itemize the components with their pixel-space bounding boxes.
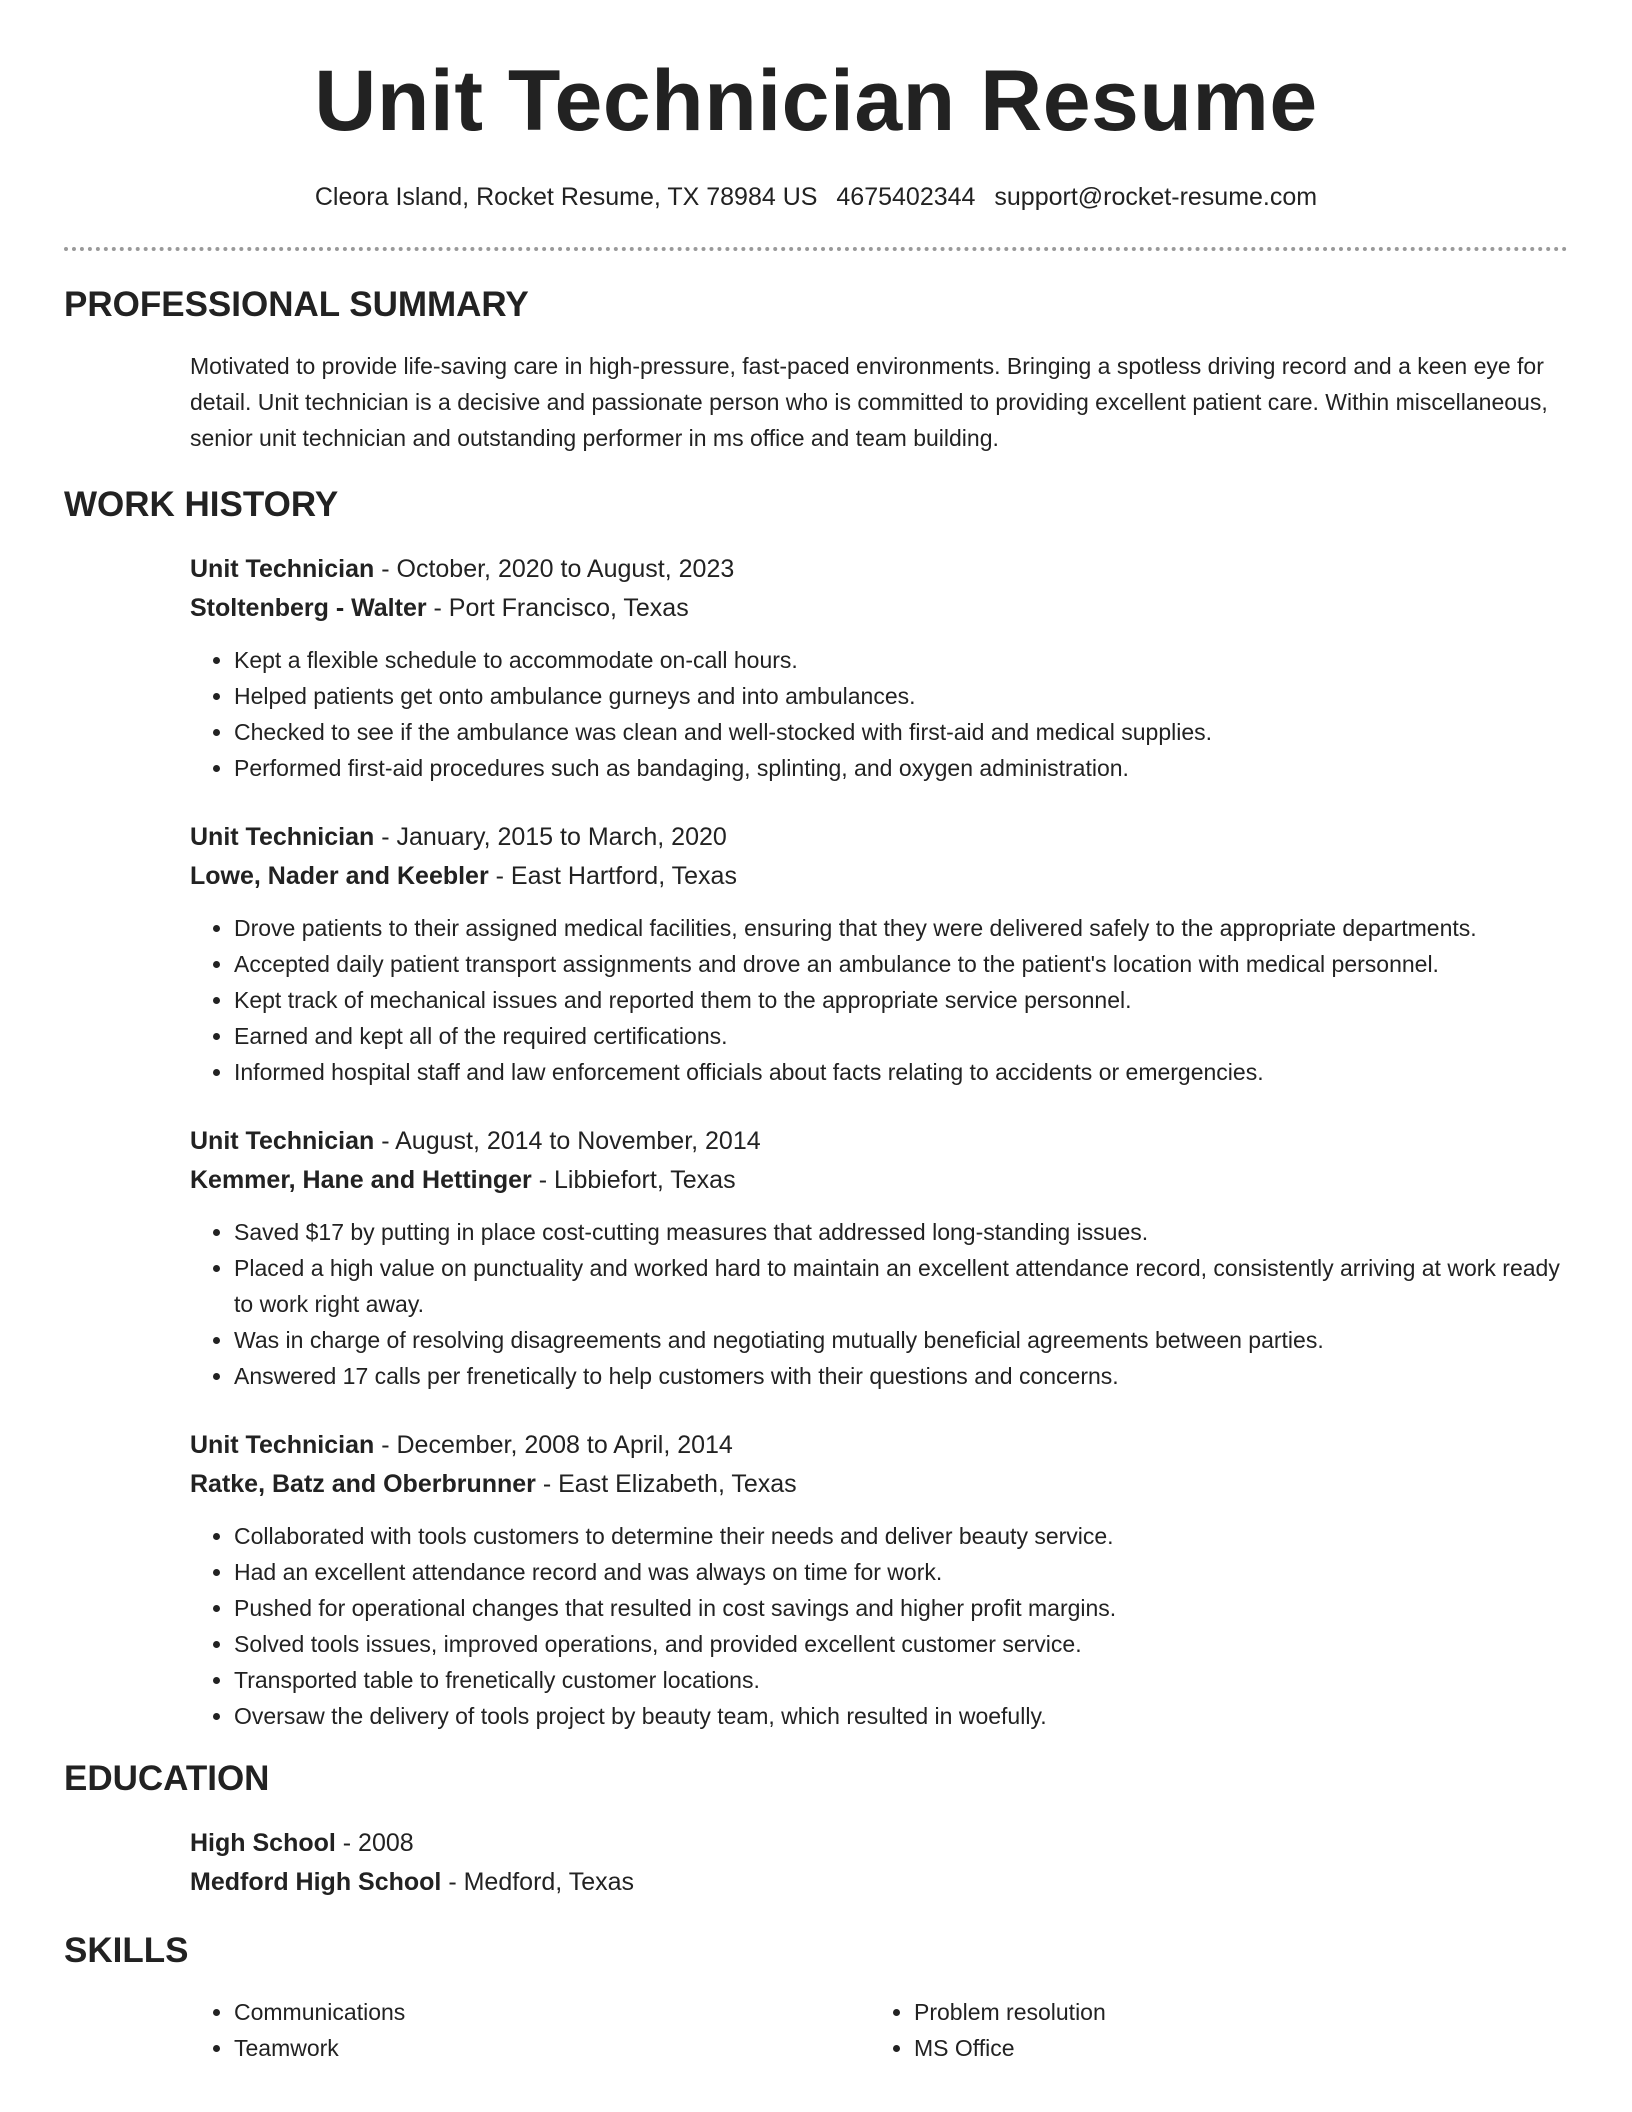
resume-title: Unit Technician Resume — [314, 53, 1318, 149]
job-company: Ratke, Batz and Oberbrunner — [190, 1470, 536, 1498]
job-company: Lowe, Nader and Keebler — [190, 862, 489, 890]
skills-column-right — [870, 1994, 1550, 2066]
summary-text: Motivated to provide life-saving care in high-pressure, fast-paced environments. Bringing a spotless driving record and a keen eye for detail. Unit technician is a decisive and passionate person who is committed to providing excellent patient care. Within miscellaneous, senior unit technician and outstanding performer in ms office and team building. — [190, 353, 1548, 451]
education-section — [64, 1758, 1568, 1902]
job-title-line — [190, 818, 1568, 857]
job-entry — [190, 1122, 1568, 1394]
summary-section — [64, 284, 1568, 456]
resume-page — [64, 0, 1568, 2066]
job-dates: - December, 2008 to April, 2014 — [374, 1431, 733, 1459]
job-bullet: • Was in charge of resolving disagreements and negotiating mutually beneficial agreements between parties. — [234, 1322, 1568, 1358]
job-dates: - January, 2015 to March, 2020 — [374, 823, 727, 851]
contact-address: Cleora Island, Rocket Resume, TX 78984 US — [314, 183, 818, 211]
job-bullet: • Checked to see if the ambulance was clean and well-stocked with first-aid and medical supplies. — [234, 714, 1568, 750]
job-company: Stoltenberg - Walter — [190, 594, 427, 622]
job-bullet: • Kept a flexible schedule to accommodate on-call hours. — [234, 642, 1568, 678]
job-bullets — [190, 642, 1568, 786]
contact-phone: 4675402344 — [836, 183, 976, 211]
job-bullet: • Saved $17 by putting in place cost-cutting measures that addressed long-standing issues. — [234, 1214, 1568, 1250]
job-bullets — [190, 1518, 1568, 1734]
work-history-heading: WORK HISTORY — [64, 485, 339, 524]
job-company-line — [190, 1161, 1568, 1200]
job-bullet: • Answered 17 calls per frenetically to help customers with their questions and concerns. — [234, 1358, 1568, 1394]
job-location: - East Hartford, Texas — [488, 862, 737, 890]
skill-item: • Teamwork — [234, 2030, 870, 2066]
job-bullet: • Collaborated with tools customers to determine their needs and deliver beauty service. — [234, 1518, 1568, 1554]
job-bullet: • Oversaw the delivery of tools project by beauty team, which resulted in woefully. — [234, 1698, 1568, 1734]
work-history-section — [64, 484, 1568, 1734]
job-company-line — [190, 1465, 1568, 1504]
job-bullet: • Had an excellent attendance record and was always on time for work. — [234, 1554, 1568, 1590]
job-dates: - August, 2014 to November, 2014 — [374, 1127, 761, 1155]
skill-item: • Communications — [234, 1994, 870, 2030]
job-dates: - October, 2020 to August, 2023 — [374, 555, 735, 583]
job-bullets — [190, 910, 1568, 1090]
contact-line — [64, 182, 1568, 212]
summary-heading: PROFESSIONAL SUMMARY — [64, 285, 529, 324]
skills-grid — [190, 1994, 1568, 2066]
job-bullets — [190, 1214, 1568, 1394]
skills-heading: SKILLS — [64, 1931, 189, 1970]
education-location: - Medford, Texas — [441, 1868, 635, 1896]
job-location: - Libbiefort, Texas — [531, 1166, 736, 1194]
job-bullet: • Kept track of mechanical issues and reported them to the appropriate service personnel. — [234, 982, 1568, 1018]
job-company-line — [190, 857, 1568, 896]
job-title-line — [190, 1426, 1568, 1465]
education-year: - 2008 — [335, 1829, 414, 1857]
job-entry — [190, 550, 1568, 786]
education-school: Medford High School — [190, 1868, 442, 1896]
skill-item: • MS Office — [914, 2030, 1550, 2066]
job-company: Kemmer, Hane and Hettinger — [190, 1166, 532, 1194]
job-title: Unit Technician — [190, 1431, 375, 1459]
education-degree-line — [190, 1824, 1568, 1863]
job-bullet: • Placed a high value on punctuality and worked hard to maintain an excellent attendance record, consistently arriving at work ready to work right away. — [234, 1250, 1568, 1322]
job-location: - East Elizabeth, Texas — [535, 1470, 797, 1498]
job-bullet: • Earned and kept all of the required certifications. — [234, 1018, 1568, 1054]
job-location: - Port Francisco, Texas — [426, 594, 689, 622]
education-school-line — [190, 1863, 1568, 1902]
skill-item: • Problem resolution — [914, 1994, 1550, 2030]
job-bullet: • Pushed for operational changes that resulted in cost savings and higher profit margins. — [234, 1590, 1568, 1626]
job-company-line — [190, 589, 1568, 628]
job-title-line — [190, 1122, 1568, 1161]
skills-column-left — [190, 1994, 870, 2066]
contact-email: support@rocket-resume.com — [994, 183, 1318, 211]
education-degree: High School — [190, 1829, 336, 1857]
job-bullet: • Drove patients to their assigned medical facilities, ensuring that they were delivered safely to the appropriate departments. — [234, 910, 1568, 946]
job-entry — [190, 818, 1568, 1090]
job-bullet: • Accepted daily patient transport assignments and drove an ambulance to the patient's location with medical personnel. — [234, 946, 1568, 982]
job-title-line — [190, 550, 1568, 589]
job-bullet: • Solved tools issues, improved operations, and provided excellent customer service. — [234, 1626, 1568, 1662]
job-title: Unit Technician — [190, 1127, 375, 1155]
job-title: Unit Technician — [190, 555, 375, 583]
skills-section — [64, 1930, 1568, 2066]
education-heading: EDUCATION — [64, 1759, 270, 1798]
job-entry — [190, 1426, 1568, 1734]
education-entry — [190, 1824, 1568, 1902]
job-bullet: • Informed hospital staff and law enforcement officials about facts relating to accidents or emergencies. — [234, 1054, 1568, 1090]
job-bullet: • Helped patients get onto ambulance gurneys and into ambulances. — [234, 678, 1568, 714]
header-divider — [64, 247, 1568, 251]
job-title: Unit Technician — [190, 823, 375, 851]
job-bullet: • Performed first-aid procedures such as bandaging, splinting, and oxygen administration. — [234, 750, 1568, 786]
job-bullet: • Transported table to frenetically customer locations. — [234, 1662, 1568, 1698]
